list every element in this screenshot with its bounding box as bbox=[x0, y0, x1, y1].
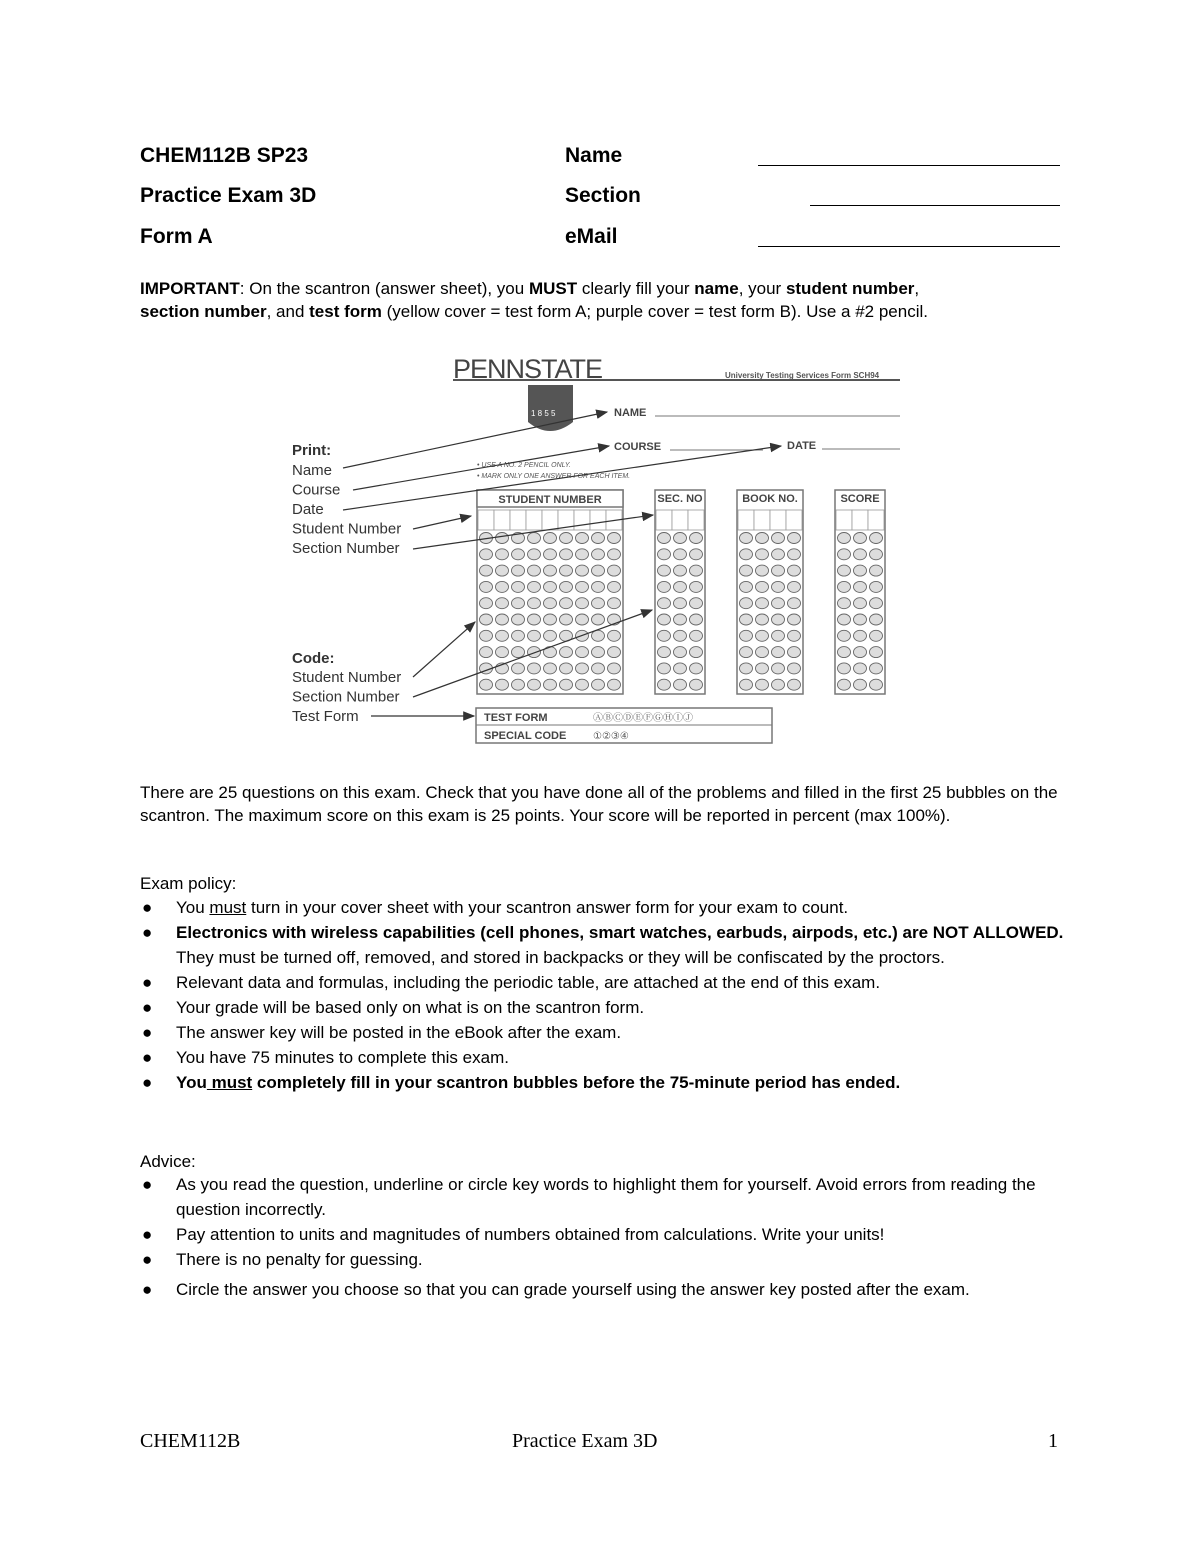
bubble-icon bbox=[788, 647, 801, 658]
bullet-icon: ● bbox=[142, 898, 153, 917]
bubble-icon bbox=[560, 565, 573, 576]
bubble-icon bbox=[592, 533, 605, 544]
pencil-note: • USE A NO. 2 PENCIL ONLY. bbox=[477, 462, 571, 469]
policy-bold-text: Electronics with wireless capabilities (cell phones, smart watches, earbuds, airpods, etc.) are NOT ALLOWED. bbox=[176, 923, 1064, 942]
test-form-bubbles: ⒶⒷⒸⒹⒺⒻⒼⒽⒾⒿ bbox=[593, 713, 693, 724]
bubble-icon bbox=[838, 647, 851, 658]
bubble-icon bbox=[658, 581, 671, 592]
list-item bbox=[140, 920, 1070, 970]
important-text: (yellow cover = test form A; purple cover = test form B). Use a #2 pencil. bbox=[381, 302, 928, 321]
section-blank-line bbox=[810, 205, 1060, 206]
bubble-icon bbox=[496, 679, 509, 690]
bubble-icon bbox=[756, 549, 769, 560]
bubble-icon bbox=[740, 598, 753, 609]
bubble-icon bbox=[854, 647, 867, 658]
bubble-icon bbox=[528, 598, 541, 609]
sec-no-box-label: SEC. NO bbox=[657, 493, 703, 505]
bubble-icon bbox=[690, 647, 703, 658]
bubble-icon bbox=[512, 581, 525, 592]
bubble-icon bbox=[496, 598, 509, 609]
important-text: , and bbox=[266, 302, 310, 321]
bubble-icon bbox=[592, 614, 605, 625]
bubble-icon bbox=[576, 614, 589, 625]
bubble-icon bbox=[740, 647, 753, 658]
bubble-icon bbox=[674, 614, 687, 625]
bubble-icon bbox=[870, 533, 883, 544]
important-text: , bbox=[914, 279, 920, 298]
bubble-icon bbox=[870, 679, 883, 690]
bubble-icon bbox=[788, 663, 801, 674]
entry-cell bbox=[868, 510, 884, 530]
bubble-icon bbox=[592, 549, 605, 560]
bubble-icon bbox=[756, 565, 769, 576]
bullet-icon: ● bbox=[142, 923, 153, 942]
bubble-icon bbox=[544, 533, 557, 544]
bubble-icon bbox=[854, 679, 867, 690]
bubble-icon bbox=[512, 663, 525, 674]
important-name: name bbox=[694, 279, 739, 298]
bubble-icon bbox=[772, 598, 785, 609]
entry-cell bbox=[574, 510, 590, 530]
entry-cell bbox=[656, 510, 672, 530]
bullet-icon: ● bbox=[142, 1250, 153, 1269]
bubble-icon bbox=[756, 598, 769, 609]
list-item bbox=[140, 1247, 1070, 1272]
bubble-icon bbox=[772, 614, 785, 625]
bullet-icon: ● bbox=[142, 1048, 153, 1067]
list-item bbox=[140, 1070, 1070, 1095]
policy-must: must bbox=[206, 1073, 253, 1092]
special-code-bubbles: ①②③④ bbox=[593, 731, 629, 742]
important-test-form: test form bbox=[309, 302, 382, 321]
advice-list bbox=[140, 1172, 1070, 1302]
form-id-text: University Testing Services Form SCH94 bbox=[725, 371, 880, 380]
bubble-icon bbox=[838, 679, 851, 690]
bubble-icon bbox=[592, 647, 605, 658]
form-label: Form A bbox=[140, 225, 213, 248]
bubble-icon bbox=[838, 630, 851, 641]
bubble-icon bbox=[496, 533, 509, 544]
bubble-icon bbox=[838, 533, 851, 544]
bubble-icon bbox=[854, 549, 867, 560]
bubble-icon bbox=[674, 630, 687, 641]
bubble-icon bbox=[528, 630, 541, 641]
email-blank-line bbox=[758, 246, 1060, 247]
bubble-icon bbox=[512, 647, 525, 658]
bubble-icon bbox=[674, 598, 687, 609]
bubble-icon bbox=[560, 581, 573, 592]
bubble-icon bbox=[756, 581, 769, 592]
course-title: CHEM112B SP23 bbox=[140, 144, 309, 167]
bubble-icon bbox=[838, 598, 851, 609]
bubble-icon bbox=[854, 565, 867, 576]
bubble-icon bbox=[740, 679, 753, 690]
bubble-icon bbox=[528, 581, 541, 592]
bubble-icon bbox=[870, 663, 883, 674]
advice-text: Pay attention to units and magnitudes of numbers obtained from calculations. Write your units! bbox=[176, 1225, 885, 1244]
bubble-icon bbox=[690, 598, 703, 609]
bubble-icon bbox=[788, 598, 801, 609]
footer-title: Practice Exam 3D bbox=[512, 1430, 658, 1452]
entry-cell bbox=[526, 510, 542, 530]
bubble-icon bbox=[560, 663, 573, 674]
bubble-icon bbox=[740, 549, 753, 560]
bubble-icon bbox=[788, 679, 801, 690]
bubble-icon bbox=[544, 630, 557, 641]
list-item bbox=[140, 1222, 1070, 1247]
policy-text: completely fill in your scantron bubbles before the 75-minute period has ended. bbox=[252, 1073, 901, 1092]
bubble-icon bbox=[592, 581, 605, 592]
entry-cell bbox=[754, 510, 770, 530]
bubble-icon bbox=[560, 533, 573, 544]
diagram-label: Section Number bbox=[292, 688, 400, 706]
bubble-icon bbox=[690, 663, 703, 674]
bubble-icon bbox=[870, 565, 883, 576]
bubble-icon bbox=[674, 533, 687, 544]
bubble-icon bbox=[772, 630, 785, 641]
bubble-icon bbox=[480, 581, 493, 592]
bubble-icon bbox=[788, 614, 801, 625]
bubble-icon bbox=[788, 581, 801, 592]
bubble-icon bbox=[772, 647, 785, 658]
exam-title: Practice Exam 3D bbox=[140, 184, 317, 207]
entry-cell bbox=[688, 510, 704, 530]
bubble-icon bbox=[576, 581, 589, 592]
special-code-label: SPECIAL CODE bbox=[484, 730, 567, 742]
bubble-icon bbox=[544, 663, 557, 674]
bullet-icon: ● bbox=[142, 1280, 153, 1299]
list-item bbox=[140, 1172, 1070, 1222]
bubble-icon bbox=[870, 581, 883, 592]
bubble-icon bbox=[788, 630, 801, 641]
bullet-icon: ● bbox=[142, 1073, 153, 1092]
bubble-icon bbox=[544, 549, 557, 560]
entry-cell bbox=[478, 510, 494, 530]
bubble-icon bbox=[788, 533, 801, 544]
bubble-icon bbox=[496, 614, 509, 625]
diagram-label: Student Number bbox=[292, 669, 402, 686]
bubble-icon bbox=[576, 533, 589, 544]
bubble-icon bbox=[772, 549, 785, 560]
email-label: eMail bbox=[565, 225, 618, 248]
scantron-course-field: COURSE bbox=[614, 441, 662, 453]
bullet-icon: ● bbox=[142, 998, 153, 1017]
bubble-icon bbox=[740, 630, 753, 641]
bubble-icon bbox=[528, 533, 541, 544]
bubble-icon bbox=[854, 663, 867, 674]
policy-text: turn in your cover sheet with your scantron answer form for your exam to count. bbox=[246, 898, 849, 917]
diagram-label: Date bbox=[292, 501, 324, 518]
bubble-icon bbox=[576, 598, 589, 609]
bubble-icon bbox=[608, 581, 621, 592]
bubble-icon bbox=[690, 565, 703, 576]
bubble-icon bbox=[608, 598, 621, 609]
bubble-icon bbox=[480, 630, 493, 641]
entry-cell bbox=[510, 510, 526, 530]
list-item bbox=[140, 995, 1070, 1020]
bubble-icon bbox=[576, 647, 589, 658]
bubble-icon bbox=[756, 663, 769, 674]
bubble-icon bbox=[690, 533, 703, 544]
bubble-icon bbox=[592, 565, 605, 576]
bubble-icon bbox=[496, 581, 509, 592]
bubble-icon bbox=[870, 614, 883, 625]
advice-heading: Advice: bbox=[140, 1152, 196, 1171]
scantron-diagram bbox=[285, 340, 915, 750]
bubble-icon bbox=[658, 614, 671, 625]
score-grid bbox=[835, 490, 885, 694]
bubble-icon bbox=[870, 630, 883, 641]
intro-paragraph: There are 25 questions on this exam. Check that you have done all of the problems and filled in the first 25 bubbles on the scantron. The maximum score on this exam is 25 points. Your score will be reported in percent (max 100%). bbox=[140, 783, 1058, 825]
book-no-box-label: BOOK NO. bbox=[742, 493, 798, 505]
book-no-grid bbox=[737, 490, 803, 694]
important-must: MUST bbox=[528, 279, 578, 298]
bubble-icon bbox=[870, 598, 883, 609]
bullet-icon: ● bbox=[142, 1225, 153, 1244]
bubble-icon bbox=[560, 647, 573, 658]
list-item bbox=[140, 1020, 1070, 1045]
bubble-icon bbox=[658, 565, 671, 576]
bubble-icon bbox=[576, 565, 589, 576]
important-lead: IMPORTANT bbox=[140, 279, 240, 298]
bubble-icon bbox=[674, 549, 687, 560]
bubble-icon bbox=[576, 679, 589, 690]
bubble-icon bbox=[674, 565, 687, 576]
bubble-icon bbox=[854, 581, 867, 592]
bubble-icon bbox=[756, 630, 769, 641]
bubble-icon bbox=[788, 549, 801, 560]
bubble-icon bbox=[756, 647, 769, 658]
entry-cell bbox=[836, 510, 852, 530]
name-blank-line bbox=[758, 165, 1060, 166]
sec-no-grid bbox=[655, 490, 705, 694]
bubble-icon bbox=[838, 549, 851, 560]
bubble-icon bbox=[690, 614, 703, 625]
bubble-icon bbox=[496, 549, 509, 560]
bubble-icon bbox=[544, 679, 557, 690]
bubble-icon bbox=[528, 663, 541, 674]
bubble-icon bbox=[480, 679, 493, 690]
bubble-icon bbox=[480, 614, 493, 625]
bubble-icon bbox=[576, 663, 589, 674]
bubble-icon bbox=[512, 549, 525, 560]
bubble-icon bbox=[592, 598, 605, 609]
policy-heading: Exam policy: bbox=[140, 874, 237, 893]
policy-list bbox=[140, 895, 1070, 1095]
important-section-number: section number bbox=[140, 302, 267, 321]
bubble-icon bbox=[658, 533, 671, 544]
bubble-icon bbox=[870, 647, 883, 658]
bubble-icon bbox=[658, 679, 671, 690]
bubble-icon bbox=[854, 598, 867, 609]
important-text: , your bbox=[738, 279, 786, 298]
advice-text: There is no penalty for guessing. bbox=[176, 1250, 423, 1269]
bubble-icon bbox=[608, 533, 621, 544]
diagram-label: Section Number bbox=[292, 540, 400, 557]
code-heading: Code: bbox=[292, 650, 335, 667]
bubble-icon bbox=[608, 679, 621, 690]
footer-course: CHEM112B bbox=[140, 1430, 241, 1452]
bubble-icon bbox=[772, 663, 785, 674]
bubble-icon bbox=[528, 565, 541, 576]
entry-cell bbox=[770, 510, 786, 530]
bubble-icon bbox=[544, 565, 557, 576]
bubble-icon bbox=[756, 614, 769, 625]
important-text: : On the scantron (answer sheet), you bbox=[239, 279, 529, 298]
bubble-icon bbox=[512, 614, 525, 625]
policy-text: Relevant data and formulas, including the periodic table, are attached at the end of this exam. bbox=[176, 973, 881, 992]
bubble-icon bbox=[512, 630, 525, 641]
bubble-icon bbox=[608, 630, 621, 641]
bubble-icon bbox=[608, 647, 621, 658]
important-student-number: student number bbox=[785, 279, 915, 298]
bubble-icon bbox=[496, 565, 509, 576]
bubble-icon bbox=[674, 581, 687, 592]
bubble-icon bbox=[756, 679, 769, 690]
bubble-icon bbox=[674, 679, 687, 690]
bubble-icon bbox=[740, 581, 753, 592]
bubble-icon bbox=[528, 679, 541, 690]
bullet-icon: ● bbox=[142, 1175, 153, 1194]
bubble-icon bbox=[480, 549, 493, 560]
bubble-icon bbox=[658, 549, 671, 560]
score-box-label: SCORE bbox=[840, 493, 880, 505]
bubble-icon bbox=[740, 565, 753, 576]
policy-text: The answer key will be posted in the eBook after the exam. bbox=[176, 1023, 622, 1042]
entry-cell bbox=[738, 510, 754, 530]
bubble-icon bbox=[690, 581, 703, 592]
diagram-label: Course bbox=[292, 481, 341, 499]
student-number-box-label: STUDENT NUMBER bbox=[498, 494, 602, 506]
shield-year: 1 8 5 5 bbox=[531, 409, 556, 418]
bubble-icon bbox=[838, 581, 851, 592]
bubble-icon bbox=[512, 565, 525, 576]
bubble-icon bbox=[560, 679, 573, 690]
bubble-icon bbox=[854, 614, 867, 625]
diagram-label: Student Number bbox=[292, 520, 402, 538]
bubble-icon bbox=[788, 565, 801, 576]
policy-text: You bbox=[176, 1073, 207, 1092]
entry-cell bbox=[672, 510, 688, 530]
bubble-icon bbox=[496, 630, 509, 641]
list-item bbox=[140, 1045, 1070, 1070]
policy-text: You bbox=[176, 898, 210, 917]
entry-cell bbox=[494, 510, 510, 530]
bubble-icon bbox=[740, 663, 753, 674]
bubble-icon bbox=[592, 663, 605, 674]
bubble-icon bbox=[674, 663, 687, 674]
bubble-icon bbox=[756, 533, 769, 544]
bubble-icon bbox=[528, 614, 541, 625]
policy-must: must bbox=[209, 898, 247, 917]
list-item bbox=[140, 970, 1070, 995]
bubble-icon bbox=[544, 598, 557, 609]
bubble-icon bbox=[512, 679, 525, 690]
bubble-icon bbox=[608, 549, 621, 560]
bubble-icon bbox=[658, 647, 671, 658]
bubble-icon bbox=[576, 549, 589, 560]
bubble-icon bbox=[496, 647, 509, 658]
bubble-icon bbox=[658, 630, 671, 641]
advice-text: As you read the question, underline or circle key words to highlight them for yourself. Avoid errors from reading the question incorrectly. bbox=[176, 1175, 1036, 1219]
bubble-icon bbox=[480, 647, 493, 658]
important-text: clearly fill your bbox=[577, 279, 695, 298]
bubble-icon bbox=[658, 663, 671, 674]
diagram-label: Name bbox=[292, 462, 333, 479]
bullet-icon: ● bbox=[142, 973, 153, 992]
bubble-icon bbox=[690, 549, 703, 560]
bubble-icon bbox=[528, 549, 541, 560]
bubble-icon bbox=[544, 581, 557, 592]
bubble-icon bbox=[512, 598, 525, 609]
bubble-icon bbox=[592, 679, 605, 690]
bubble-icon bbox=[772, 581, 785, 592]
print-heading: Print: bbox=[292, 442, 332, 459]
pennstate-logo-text: PENNSTATE bbox=[453, 354, 603, 384]
bubble-icon bbox=[608, 565, 621, 576]
list-item bbox=[140, 1277, 1070, 1302]
bubble-icon bbox=[544, 614, 557, 625]
bubble-icon bbox=[480, 565, 493, 576]
bubble-icon bbox=[528, 647, 541, 658]
entry-cell bbox=[786, 510, 802, 530]
student-number-grid bbox=[477, 490, 623, 694]
policy-text: Your grade will be based only on what is on the scantron form. bbox=[176, 998, 645, 1017]
diagram-label: Test Form bbox=[292, 708, 359, 725]
pencil-note: • MARK ONLY ONE ANSWER FOR EACH ITEM. bbox=[477, 473, 631, 480]
bubble-icon bbox=[740, 614, 753, 625]
scantron-date-field: DATE bbox=[787, 440, 817, 452]
bubble-icon bbox=[560, 598, 573, 609]
advice-text: Circle the answer you choose so that you can grade yourself using the answer key posted after the exam. bbox=[176, 1280, 970, 1299]
bubble-icon bbox=[772, 533, 785, 544]
list-item bbox=[140, 895, 1070, 920]
footer-page-number: 1 bbox=[1048, 1430, 1058, 1452]
bubble-icon bbox=[480, 598, 493, 609]
bubble-icon bbox=[690, 679, 703, 690]
bubble-icon bbox=[690, 630, 703, 641]
policy-text: You have 75 minutes to complete this exam. bbox=[176, 1048, 509, 1067]
important-note bbox=[140, 277, 1070, 323]
bubble-icon bbox=[854, 630, 867, 641]
bubble-icon bbox=[658, 598, 671, 609]
name-label: Name bbox=[565, 144, 623, 167]
bubble-icon bbox=[608, 663, 621, 674]
entry-cell bbox=[542, 510, 558, 530]
bubble-icon bbox=[674, 647, 687, 658]
bubble-icon bbox=[772, 565, 785, 576]
bubble-icon bbox=[870, 549, 883, 560]
policy-text: They must be turned off, removed, and stored in backpacks or they will be confiscated by the proctors. bbox=[176, 948, 945, 967]
bubble-icon bbox=[838, 565, 851, 576]
bubble-icon bbox=[838, 614, 851, 625]
bubble-icon bbox=[740, 533, 753, 544]
bubble-icon bbox=[854, 533, 867, 544]
scantron-name-field: NAME bbox=[614, 407, 647, 419]
entry-cell bbox=[852, 510, 868, 530]
bubble-icon bbox=[560, 614, 573, 625]
entry-cell bbox=[590, 510, 606, 530]
test-form-label: TEST FORM bbox=[484, 712, 548, 724]
bubble-icon bbox=[560, 549, 573, 560]
bullet-icon: ● bbox=[142, 1023, 153, 1042]
bubble-icon bbox=[772, 679, 785, 690]
bubble-icon bbox=[838, 663, 851, 674]
section-label: Section bbox=[565, 184, 641, 207]
